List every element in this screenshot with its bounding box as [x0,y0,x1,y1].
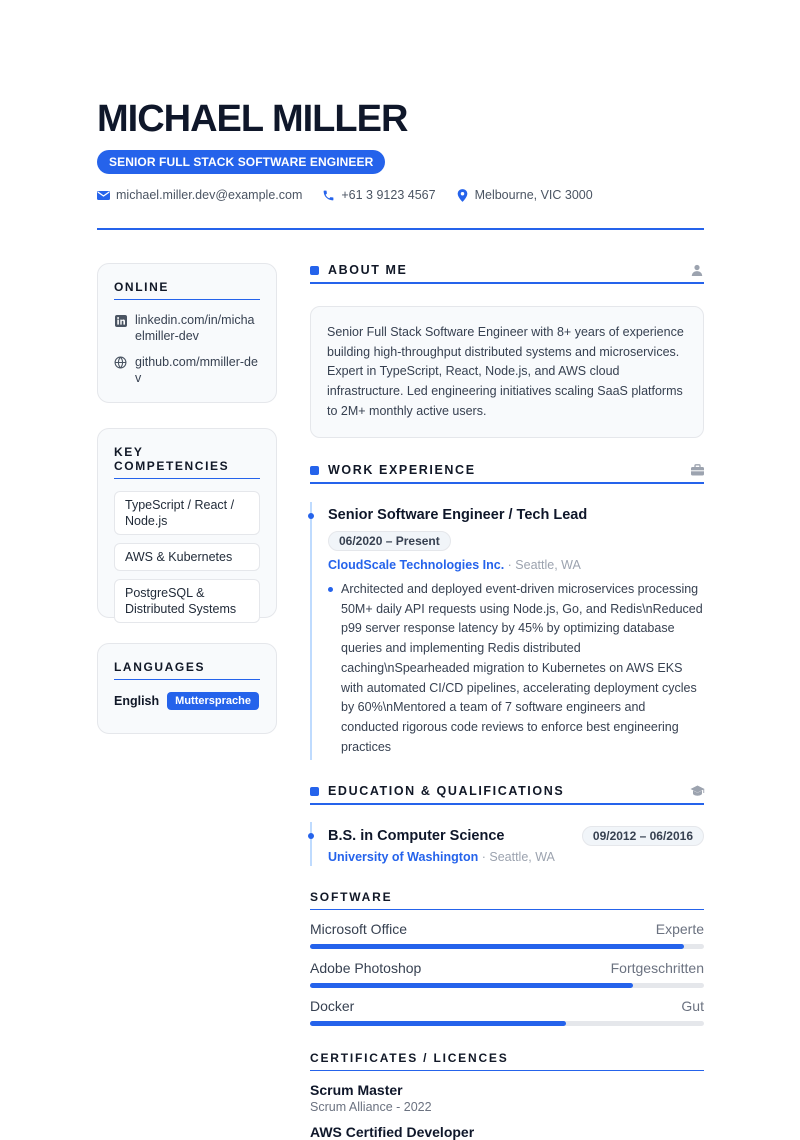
competency-chip: AWS & Kubernetes [114,543,260,571]
experience-title: WORK EXPERIENCE [328,463,476,477]
section-marker [310,466,319,475]
about-text: Senior Full Stack Software Engineer with 8+ years of experience building high-throughput distributed systems and microservices. Expert in TypeScript, React, Node.js, and AWS cloud infrastructure. Led engineering initiatives scaling SaaS platforms to 2M+ monthly active users. [310,306,704,438]
linkedin-link[interactable] [114,312,260,344]
map-pin-icon [456,189,469,202]
school-location: · Seattle, WA [478,850,555,864]
skill-bar-track [310,983,704,988]
linkedin-icon [114,314,127,327]
degree-title: B.S. in Computer Science [328,828,505,844]
certificate-item [310,1082,704,1114]
linkedin-text: linkedin.com/in/michaelmiller-dev [135,313,255,343]
skill-item [310,998,704,1026]
section-marker [310,787,319,796]
language-level-badge: Muttersprache [167,692,259,710]
language-item [114,692,260,710]
globe-icon [114,356,127,369]
job-bullet [328,580,704,757]
job-title: Senior Software Engineer / Tech Lead [328,507,588,523]
skill-bar-fill [310,944,684,949]
language-name: English [114,694,160,708]
certificate-item [310,1124,704,1140]
timeline-dot [308,513,314,519]
job-entry [328,507,704,757]
skill-name: Microsoft Office [310,921,407,937]
skill-item [310,960,704,988]
briefcase-icon [690,463,704,477]
competency-chip: TypeScript / React / Node.js [114,491,260,535]
certificate-name: AWS Certified Developer [310,1124,475,1140]
skill-bar-fill [310,983,633,988]
contact-email[interactable] [97,188,302,202]
education-header [310,779,704,805]
job-title-badge: SENIOR FULL STACK SOFTWARE ENGINEER [97,150,385,174]
competencies-card [97,428,277,618]
job-location: · Seattle, WA [504,558,581,572]
education-title: EDUCATION & QUALIFICATIONS [328,784,565,798]
skill-level: Experte [655,921,704,937]
candidate-name: MICHAEL MILLER [97,98,408,140]
skill-level: Gut [681,998,704,1014]
phone-text: +61 3 9123 4567 [341,188,436,202]
contact-location [456,188,593,202]
online-title: ONLINE [114,280,260,300]
skill-level: Fortgeschritten [610,960,704,976]
location-text: Melbourne, VIC 3000 [474,188,593,202]
competencies-title: KEY COMPETENCIES [114,445,260,479]
education-dates: 09/2012 – 06/2016 [582,826,704,846]
experience-timeline [310,502,704,760]
github-text: github.com/mmiller-dev [135,355,258,385]
education-timeline [310,822,704,866]
about-title: ABOUT ME [328,263,408,277]
about-header [310,258,704,284]
languages-title: LANGUAGES [114,660,260,680]
languages-card [97,643,277,734]
skill-bar-track [310,944,704,949]
company-name: CloudScale Technologies Inc. [328,558,505,572]
graduation-cap-icon [690,784,704,798]
school-name: University of Washington [328,850,479,864]
skill-name: Docker [310,998,355,1014]
resume-page [97,0,704,1140]
job-dates: 06/2020 – Present [328,531,451,551]
email-text: michael.miller.dev@example.com [116,188,303,202]
skill-bar-fill [310,1021,566,1026]
online-card [97,263,277,403]
contact-phone[interactable] [322,188,435,202]
certificate-name: Scrum Master [310,1082,403,1098]
certificates-title: CERTIFICATES / LICENCES [310,1051,704,1071]
bullet-dot [328,587,333,592]
competency-chip: PostgreSQL & Distributed Systems [114,579,260,623]
software-title: SOFTWARE [310,890,704,910]
mail-icon [97,189,110,202]
phone-icon [322,189,335,202]
user-icon [690,263,704,277]
certificate-meta: Scrum Alliance - 2022 [310,1100,432,1114]
skill-bar-track [310,1021,704,1026]
skill-item [310,921,704,949]
timeline-dot [308,833,314,839]
skill-name: Adobe Photoshop [310,960,422,976]
experience-header [310,458,704,484]
job-bullet-text: Architected and deployed event-driven microservices processing 50M+ daily API requests using Node.js, Go, and Redis\nReduced p99 server response latency by 45% by optimizing database queries and implementing Redis distributed caching\nSpearheaded migration to Kubernetes on AWS EKS with automated CI/CD pipelines, accelerating deployment cycles by 60%\nMentored a team of 7 software engineers and conducted rigorous code reviews to enforce best engineering practices [341,582,703,754]
section-marker [310,266,319,275]
github-link[interactable] [114,354,260,386]
education-entry [328,826,704,866]
contact-row [97,188,593,202]
header-divider [97,228,704,230]
